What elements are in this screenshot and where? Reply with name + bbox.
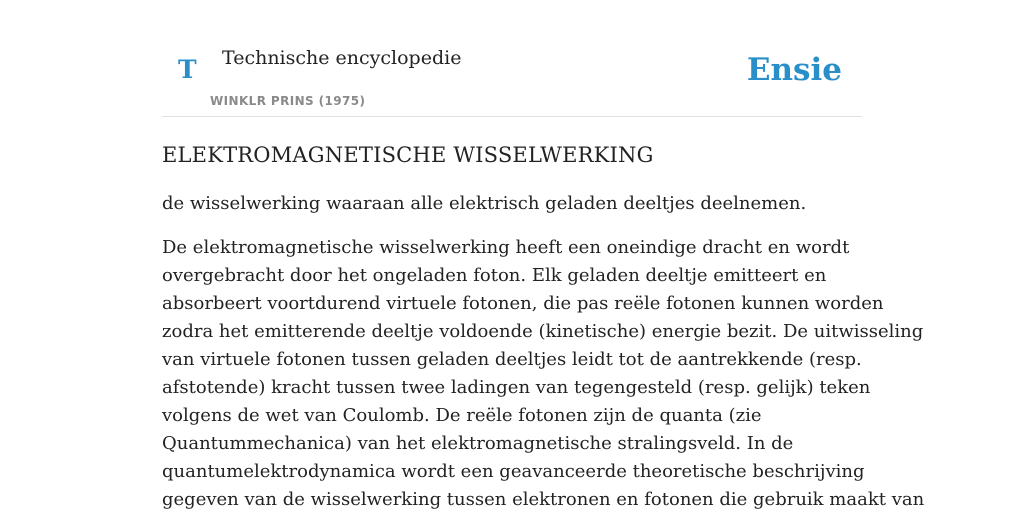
article-body-line: De elektromagnetische wisselwerking heeft een oneindige dracht en wordt [162,237,850,258]
source-subtitle: WINKLR PRINS (1975) [210,94,366,108]
article-body-line: van virtuele fotonen tussen geladen deeltjes leidt tot de aantrekkende (resp. [162,349,862,370]
article-body-line: volgens de wet van Coulomb. De reële fotonen zijn de quanta (zie [162,405,762,426]
article-body-line: afstotende) kracht tussen twee ladingen van tegengesteld (resp. gelijk) teken [162,377,871,398]
article-body-line: absorbeert voortdurend virtuele fotonen, die pas reële fotonen kunnen worden [162,293,884,314]
article-body-line: zodra het emitterende deeltje voldoende (kinetische) energie bezit. De uitwisseling [162,321,924,342]
article-body-line: quantumelektrodynamica wordt een geavanceerde theoretische beschrijving [162,461,865,482]
article-term: ELEKTROMAGNETISCHE WISSELWERKING [162,143,654,167]
brand-logo-link[interactable]: Ensie [746,52,842,88]
source-logo-icon[interactable]: T [178,55,197,84]
article [162,140,925,512]
article-body-line: overgebracht door het ongeladen foton. Elk geladen deeltje emitteert en [162,265,827,286]
article-body-line: Quantummechanica) van het elektromagnetische stralingsveld. In de [162,433,794,454]
article-definition: de wisselwerking waaraan alle elektrisch geladen deeltjes deelnemen. [162,193,807,214]
source-title-link[interactable]: Technische encyclopedie [222,47,462,69]
source-header [162,0,862,117]
article-body [162,234,925,512]
article-body-line: gegeven van de wisselwerking tussen elektronen en fotonen die gebruik maakt van [162,489,925,510]
